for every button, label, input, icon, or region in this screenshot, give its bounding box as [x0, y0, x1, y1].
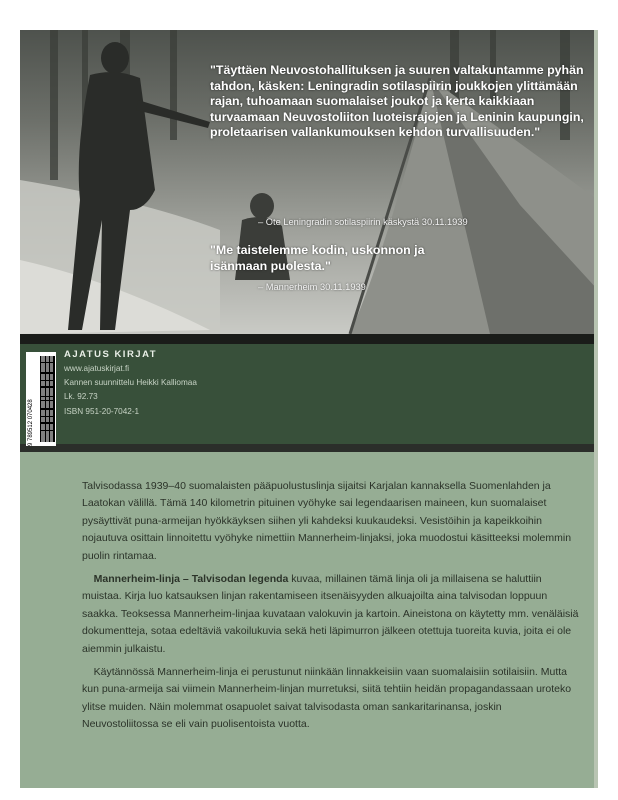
description-paragraph-2-text: kuvaa, millainen tämä linja oli ja millaisena se haluttiin muistaa. Kirja luo katsauksen linjan rakentamiseen itsenäisyyden alkuajoilta aina talvisodan loppuun saakka. Teoksessa Mannerheim-linjaa kuvataan valokuvin ja kartoin. Aineistona on käytetty mm. venäläisiä dokumentteja, sotaa edeltäviä vakoilukuvia sekä heti läpimurron jälkeen otettuja tuoreita kuvia, joita ei ole aiemmin julkaistu. — [82, 573, 579, 655]
description-paragraph-3 — [82, 664, 579, 734]
divider-band-lower — [20, 444, 598, 452]
cover-design-credit: Kannen suunnittelu Heikki Kalliomaa — [64, 378, 197, 388]
publisher-name: AJATUS KIRJAT — [64, 349, 158, 360]
book-back-cover — [20, 30, 598, 788]
publisher-url[interactable]: www.ajatuskirjat.fi — [64, 364, 130, 373]
soviet-order-source: – Ote Leningradin sotilaspiirin käskystä 30.11.1939 — [258, 217, 468, 227]
winter-war-photo — [20, 30, 598, 334]
barcode-digits: 9 789512 070428 — [28, 399, 34, 446]
isbn-barcode — [26, 352, 56, 446]
library-classification: Lk. 92.73 — [64, 392, 98, 402]
mannerheim-quote-source: – Mannerheim 30.11.1939 — [258, 282, 366, 292]
publisher-info — [64, 362, 197, 419]
spine-edge — [594, 30, 598, 788]
divider-band — [20, 334, 598, 344]
description-paragraph-3-text: Käytännössä Mannerheim-linja ei perustunut niinkään linnakkeisiin vaan suomalaisiin sotilaisiin. Mutta kun puna-armeija sai viimein Mannerheim-linjan murretuksi, siitä tehtiin heidän propagandassaan uroteko ylitse muiden. Näin molemmat osapuolet saivat talvisodasta oman sankaritarinansa, joskin Neuvostoliitossa se eli vain puolisentoista vuotta. — [82, 666, 572, 731]
description-paragraph-1: Talvisodassa 1939–40 suomalaisten pääpuolustuslinja sijaitsi Karjalan kannaksella Suomenlahden ja Laatokan välillä. Tämä 140 kilometrin pituinen vyöhyke sai legendaarisen maineen, kun suomalaiset pysäyttivät puna-armeijan hyökkäyksen siihen yli kahdeksi kuukaudeksi. Vesistöihin ja kapeikkoihin nojautuva osittain linnoitettu vyöhyke nimettiin Mannerheim-linjaksi, joka muodostui käsitteeksi molemmin puolin rintamaa. — [82, 480, 572, 562]
soviet-order-quote: "Täyttäen Neuvostohallituksen ja suuren valtakuntamme pyhän tahdon, käsken: Leningradin sotilaspiirin joukkojen ylittämään rajan, tuhoamaan suomalaiset joukot ja kerta kaikkiaan turvaamaan Neuvostoliiton luoteisrajojen ja Leninin kaupungin, proletaarisen vallankumouksen kehdon turvallisuuden." — [210, 63, 584, 139]
description-paragraph-2 — [82, 571, 579, 658]
book-description — [82, 478, 579, 740]
mannerheim-quote: "Me taistelemme kodin, uskonnon ja isänmaan puolesta." — [210, 243, 425, 273]
isbn-number: ISBN 951-20-7042-1 — [64, 406, 140, 416]
book-title: Mannerheim-linja – Talvisodan legenda — [93, 573, 289, 586]
